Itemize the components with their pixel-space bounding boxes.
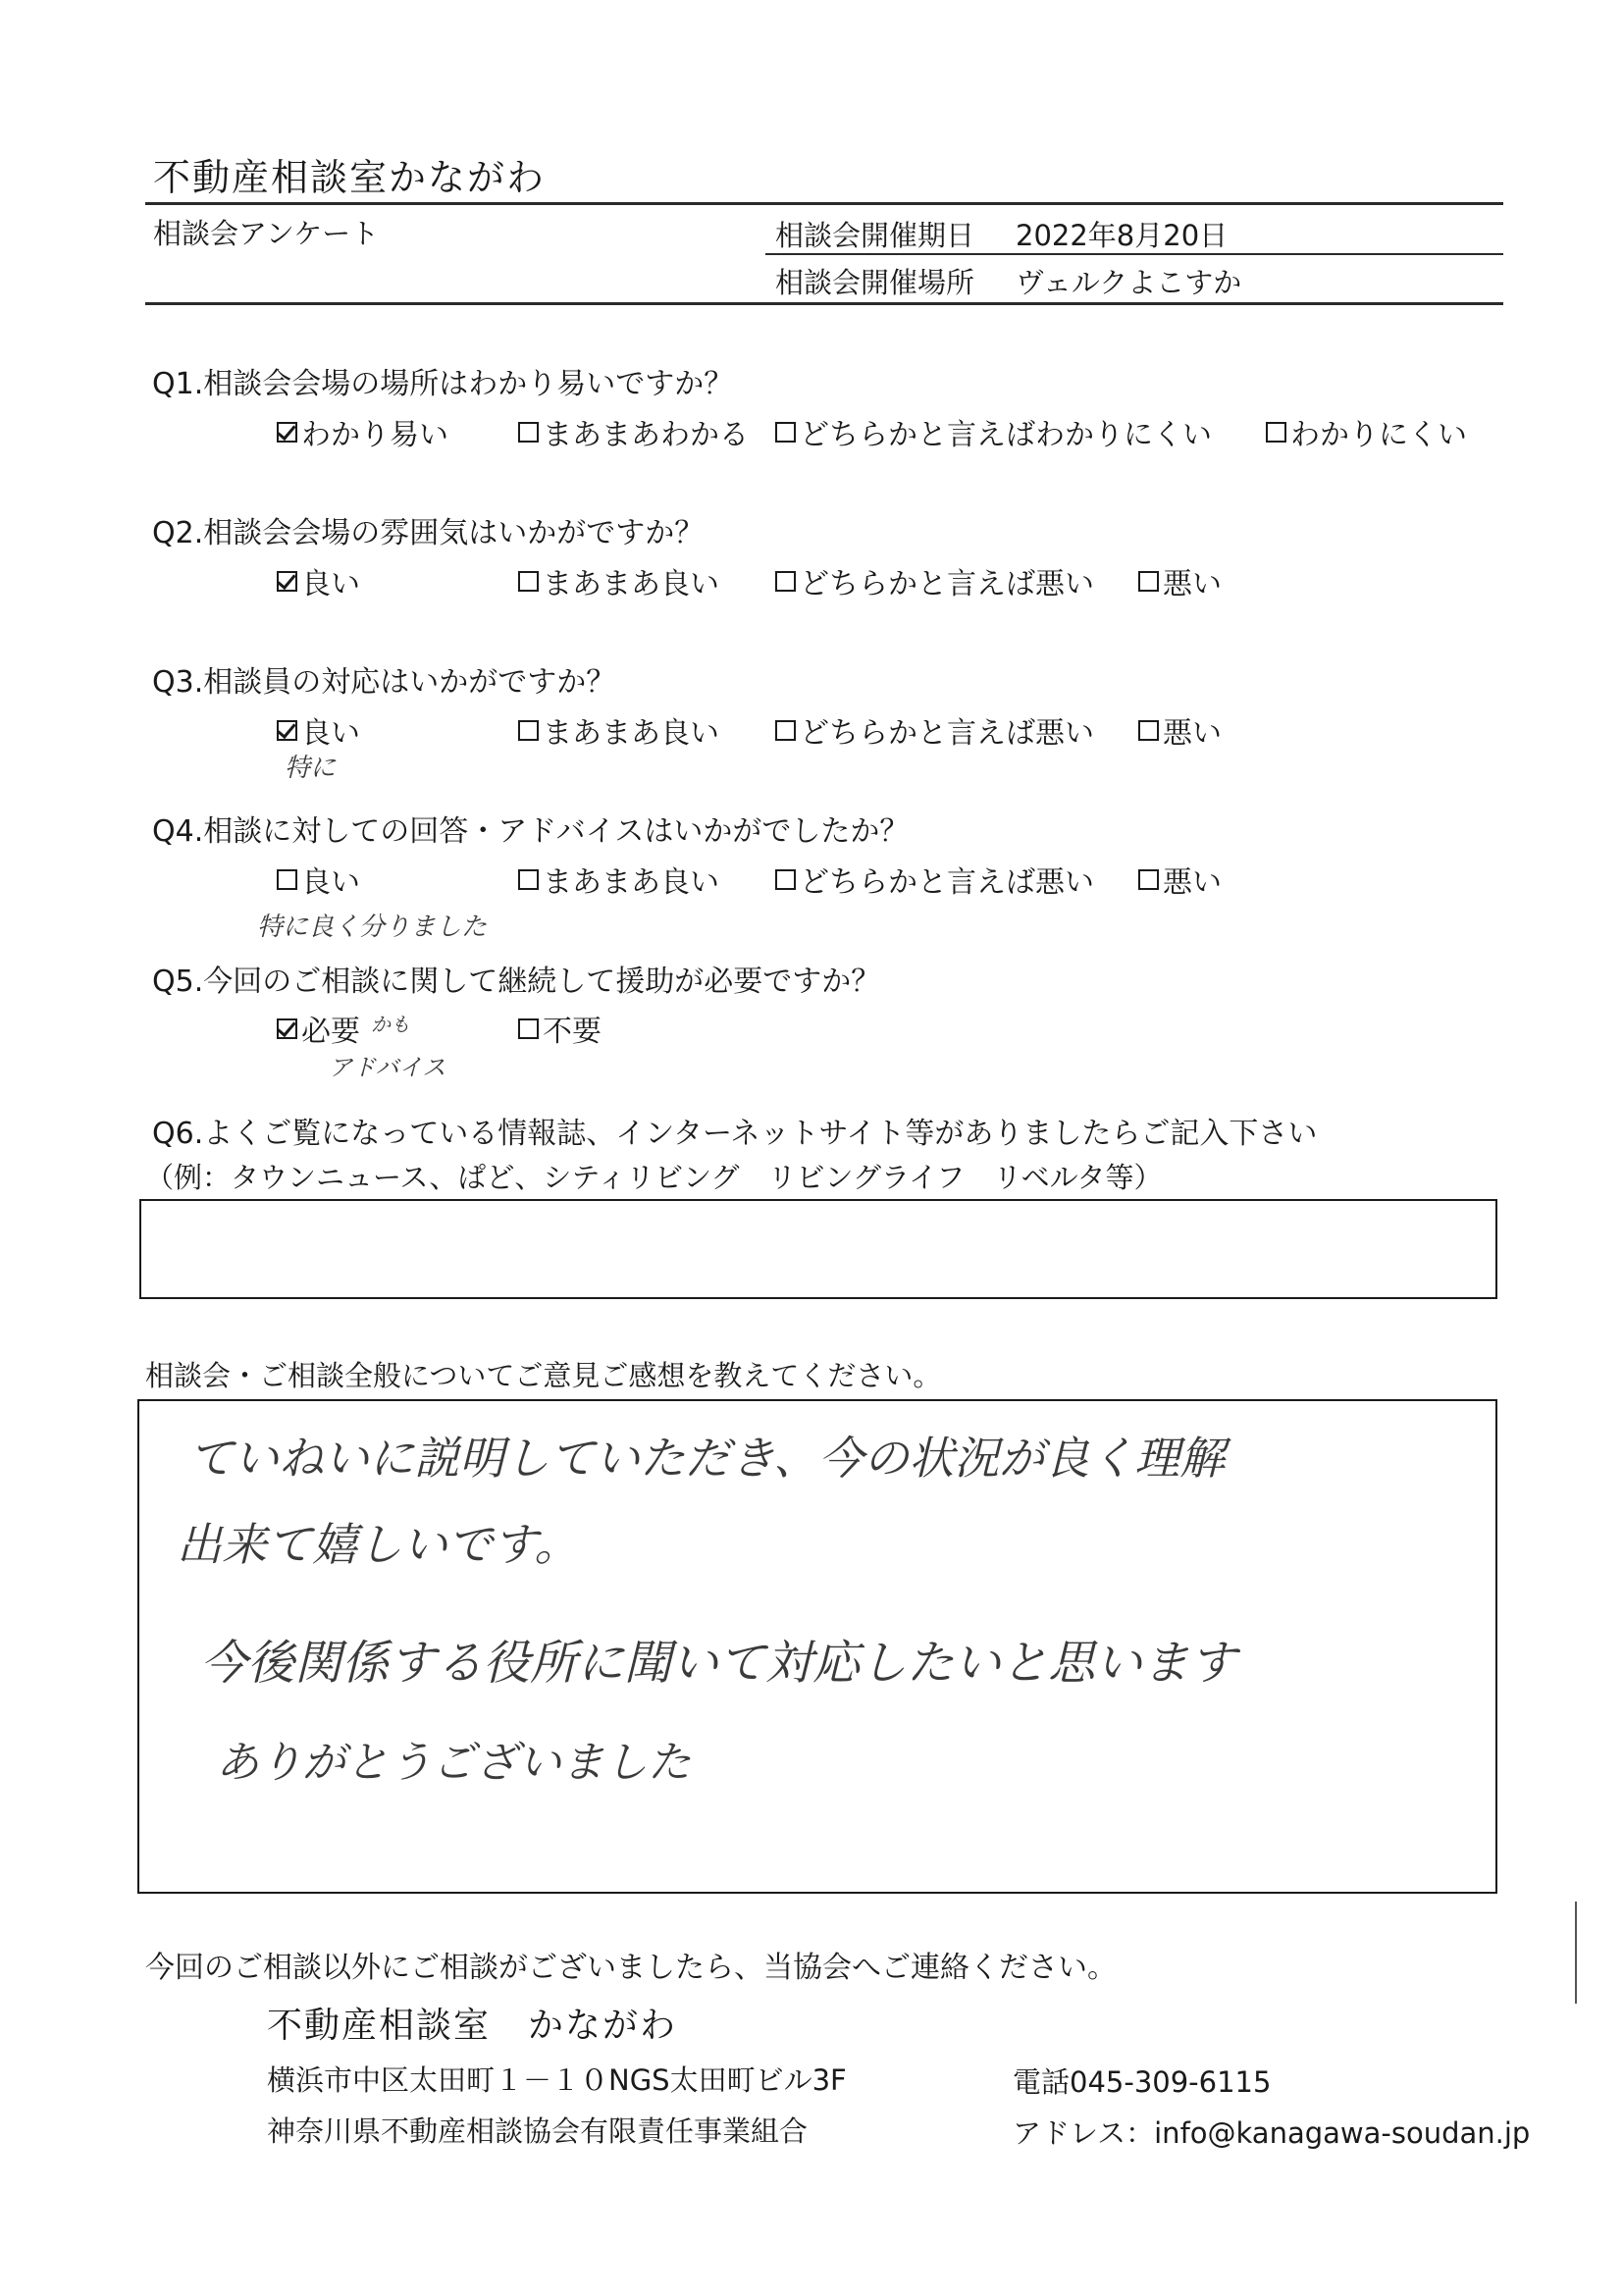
form-name: 相談会アンケート	[153, 217, 380, 250]
comment-line-3: 今後関係する役所に聞いて対応したいと思います	[200, 1636, 1237, 1691]
q3-question: Q3.相談員の対応はいかがですか？	[152, 665, 616, 700]
checkbox-icon[interactable]	[1266, 422, 1286, 443]
header-rule-mid	[765, 253, 1503, 255]
header-rule-top	[145, 202, 1503, 205]
q2-question: Q2.相談会会場の雰囲気はいかがですか？	[152, 516, 705, 550]
q1-option-easy[interactable]: わかり易い	[277, 410, 448, 453]
page-title: 不動産相談室かながわ	[153, 156, 547, 199]
footer-org-name: 不動産相談室 かながわ	[267, 2006, 678, 2046]
q4-option-good[interactable]: 良い	[277, 858, 360, 901]
comment-line-1: ていねいに説明していただき、今の状況が良く理解	[188, 1432, 1226, 1485]
q2-option-good[interactable]: 良い	[277, 559, 360, 602]
checkbox-icon[interactable]	[1138, 869, 1159, 890]
q4-option-fair[interactable]: まあまあ良い	[518, 858, 719, 901]
footer-email: アドレス：info@kanagawa-soudan.jp	[1013, 2116, 1531, 2150]
q6-question: Q6.よくご覧になっている情報誌、インターネットサイト等がありましたらご記入下さい	[152, 1117, 1318, 1151]
checkbox-icon[interactable]	[775, 720, 796, 741]
q4-option-bad[interactable]: 悪い	[1138, 858, 1222, 901]
footer-union: 神奈川県不動産相談協会有限責任事業組合	[267, 2114, 809, 2148]
checkbox-icon[interactable]	[518, 1018, 539, 1039]
comments-box[interactable]	[137, 1399, 1497, 1894]
checkbox-icon[interactable]	[518, 869, 539, 890]
checkbox-icon[interactable]	[277, 869, 297, 890]
venue-label: 相談会開催場所	[775, 266, 975, 299]
q5-option-not-needed[interactable]: 不要	[518, 1007, 602, 1050]
comment-line-2: 出来て嬉しいです。	[177, 1518, 580, 1571]
footer-notice: 今回のご相談以外にご相談がございましたら、当協会へご連絡ください。	[145, 1951, 1117, 1985]
checkbox-checked-icon[interactable]	[277, 422, 297, 443]
q2-option-fair[interactable]: まあまあ良い	[518, 559, 719, 602]
q3-option-bad[interactable]: 悪い	[1138, 708, 1222, 752]
q5-option-needed[interactable]: 必要	[277, 1007, 360, 1050]
q5-question: Q5.今回のご相談に関して継続して援助が必要ですか？	[152, 965, 881, 999]
checkbox-icon[interactable]	[518, 720, 539, 741]
header-rule-bottom	[145, 302, 1503, 305]
checkbox-icon[interactable]	[518, 571, 539, 592]
q1-option-somewhat[interactable]: まあまあわかる	[518, 410, 749, 453]
checkbox-checked-icon[interactable]	[277, 571, 297, 592]
checkbox-checked-icon[interactable]	[277, 720, 297, 741]
q2-option-rather-bad[interactable]: どちらかと言えば悪い	[775, 559, 1094, 602]
q5-handwritten-note-below: アドバイス	[329, 1054, 446, 1081]
footer-address: 横浜市中区太田町１－１０NGS太田町ビル3F	[267, 2063, 847, 2097]
q2-option-bad[interactable]: 悪い	[1138, 559, 1222, 602]
comments-prompt: 相談会・ご相談全般についてご意見ご感想を教えてください。	[145, 1359, 942, 1392]
q4-option-rather-bad[interactable]: どちらかと言えば悪い	[775, 858, 1094, 901]
q1-question: Q1.相談会会場の場所はわかり易いですか？	[152, 367, 734, 401]
q4-handwritten-note: 特に良く分りました	[257, 913, 488, 942]
comment-line-4: ありがとうございました	[216, 1738, 691, 1788]
q6-example: （例：タウンニュース、ぱど、シティリビング リビングライフ リベルタ等）	[145, 1161, 1163, 1194]
checkbox-icon[interactable]	[1138, 720, 1159, 741]
q3-option-fair[interactable]: まあまあ良い	[518, 708, 719, 752]
scan-mark	[1575, 1902, 1577, 2004]
checkbox-icon[interactable]	[775, 422, 796, 443]
checkbox-icon[interactable]	[775, 869, 796, 890]
checkbox-icon[interactable]	[518, 422, 539, 443]
date-label: 相談会開催期日	[775, 219, 975, 252]
checkbox-icon[interactable]	[1138, 571, 1159, 592]
q3-option-rather-bad[interactable]: どちらかと言えば悪い	[775, 708, 1094, 752]
q3-option-good[interactable]: 良い	[277, 708, 360, 752]
checkbox-checked-icon[interactable]	[277, 1018, 297, 1039]
venue-value: ヴェルクよこすか	[1016, 266, 1242, 299]
footer-phone: 電話045-309-6115	[1013, 2065, 1272, 2099]
q5-handwritten-note-side: かも	[371, 1013, 410, 1036]
checkbox-icon[interactable]	[775, 571, 796, 592]
q3-handwritten-note: 特に	[285, 754, 337, 783]
date-value: 2022年8月20日	[1016, 219, 1229, 252]
q1-option-hard[interactable]: わかりにくい	[1266, 410, 1467, 453]
q1-option-rather-hard[interactable]: どちらかと言えばわかりにくい	[775, 410, 1212, 453]
q4-question: Q4.相談に対しての回答・アドバイスはいかがでしたか？	[152, 814, 910, 849]
q6-answer-box[interactable]	[139, 1199, 1497, 1299]
